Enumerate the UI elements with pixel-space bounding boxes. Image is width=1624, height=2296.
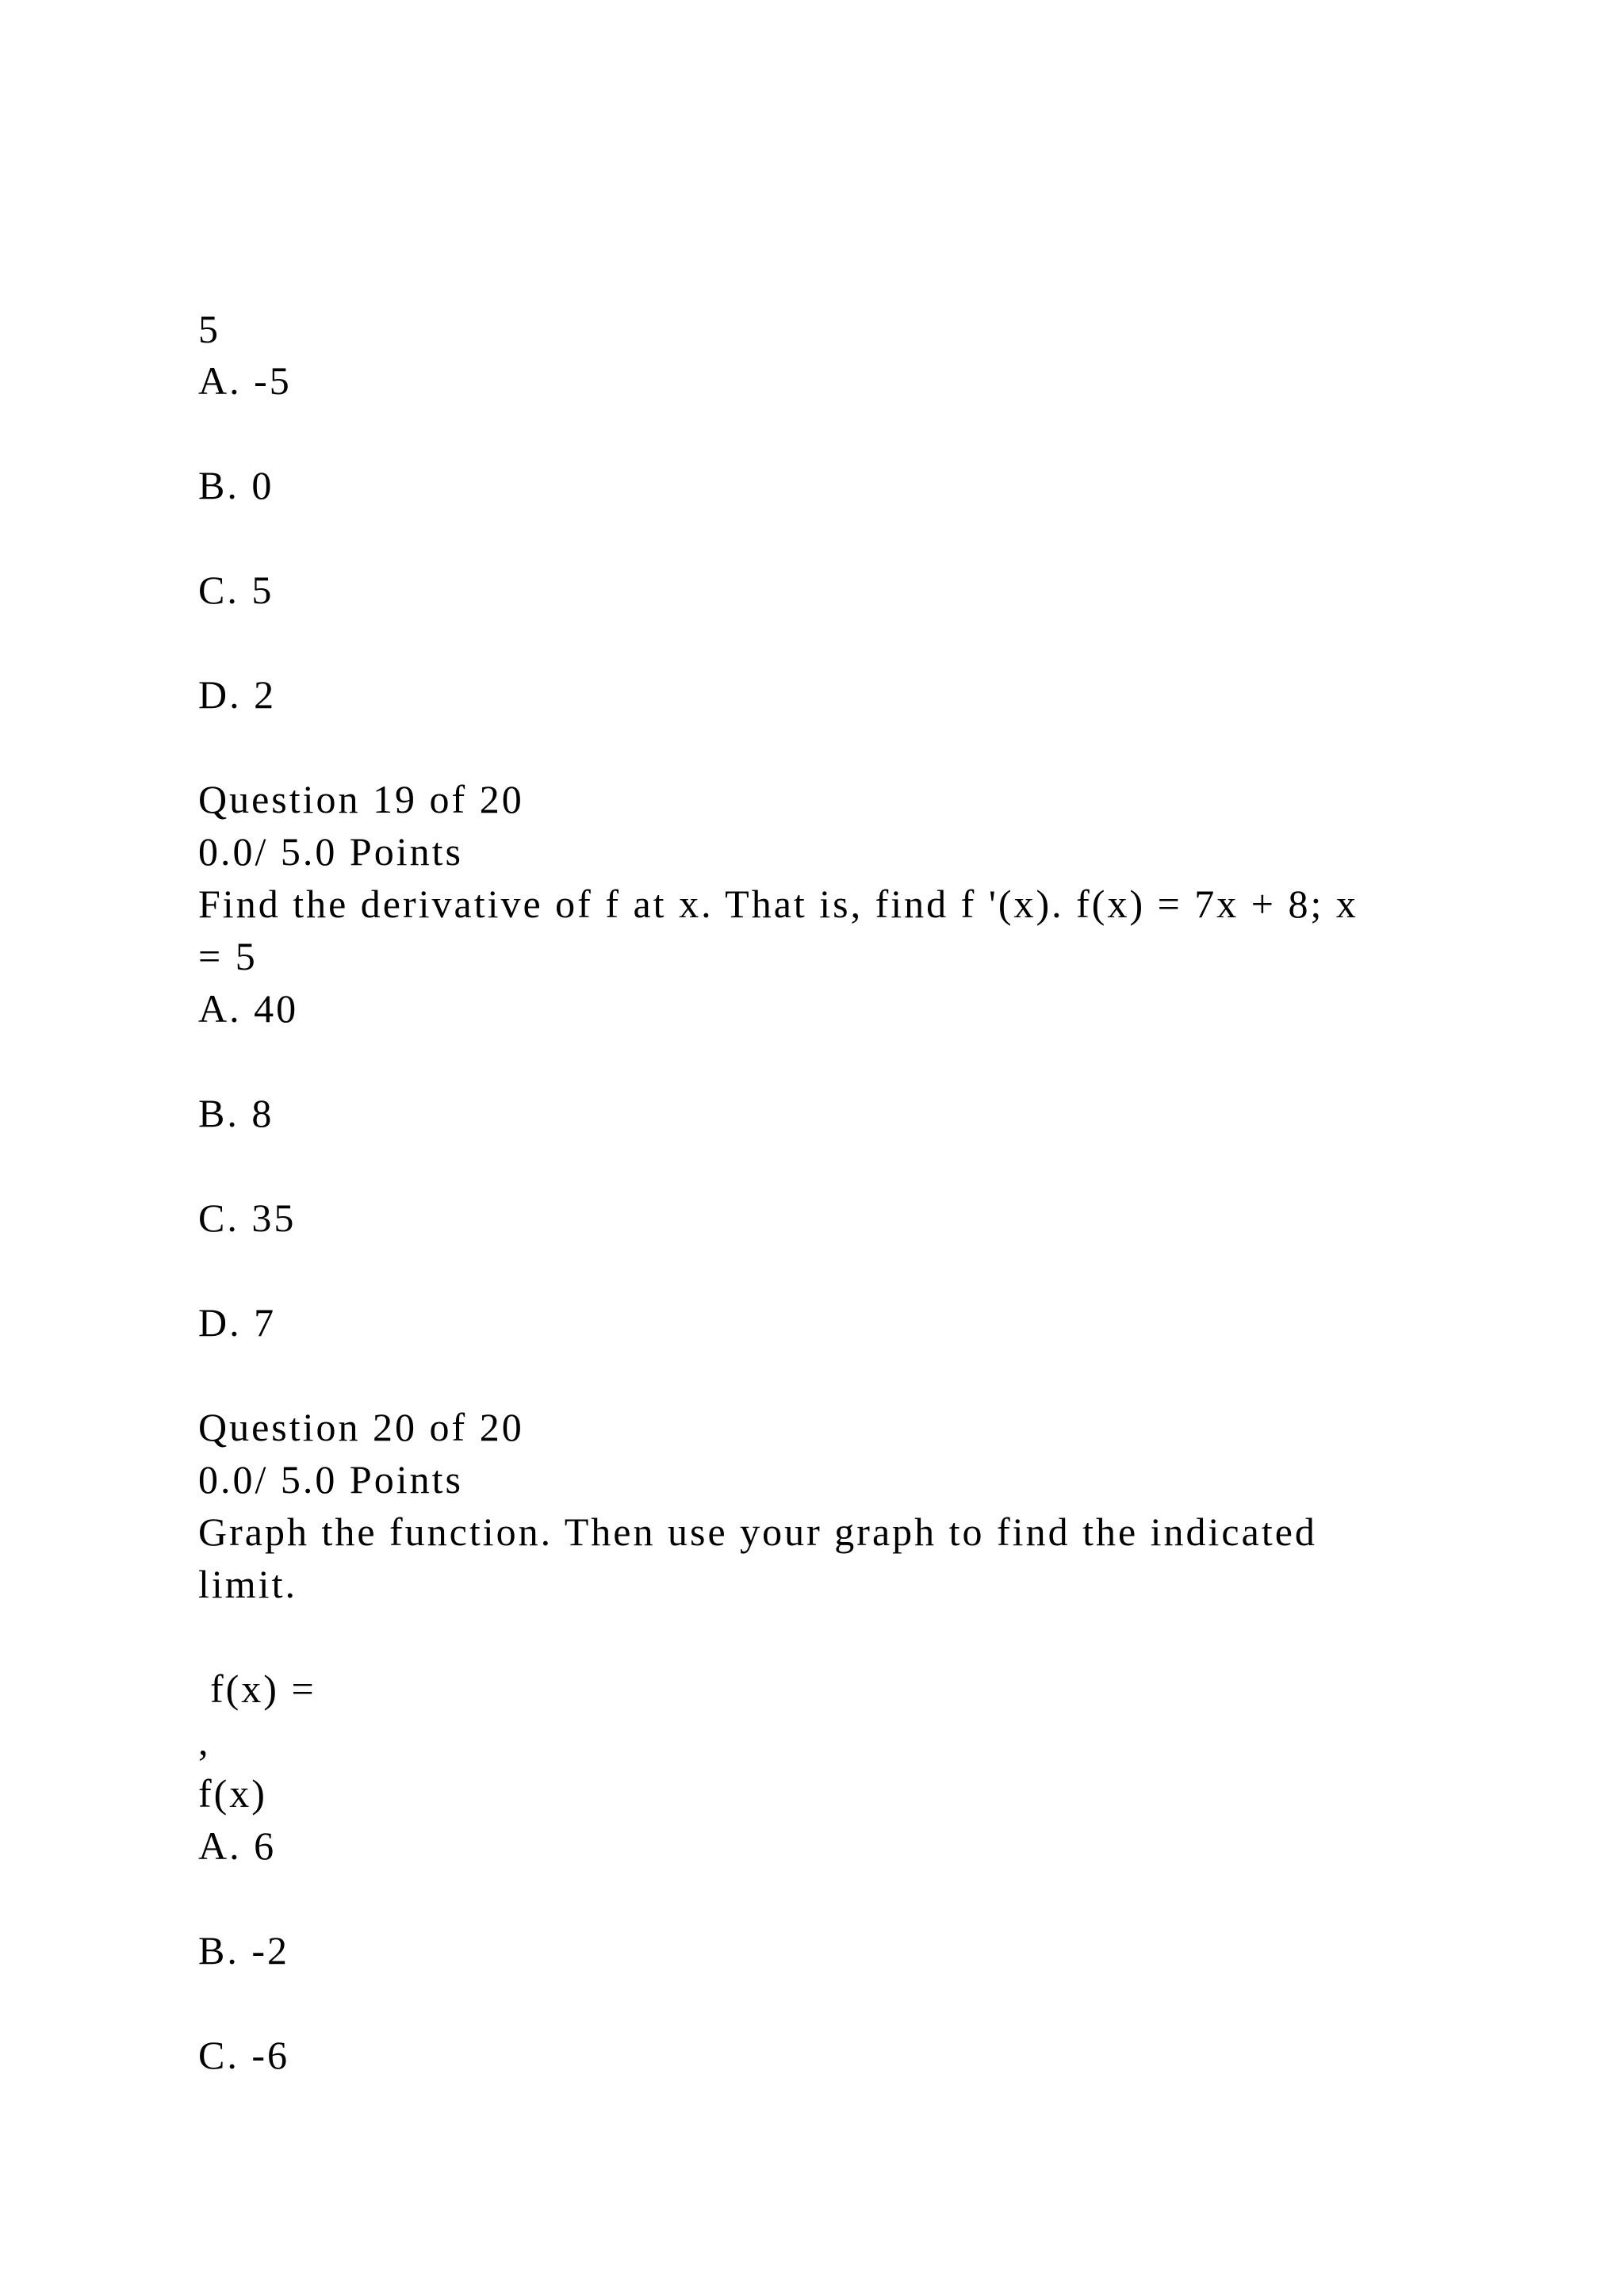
q18-option-a: A. -5 [198,358,292,403]
q18-option-d: D. 2 [198,672,277,717]
q20-option-c: C. -6 [198,2033,289,2077]
q19-option-a: A. 40 [198,986,299,1031]
prev-question-fragment: 5 [198,307,220,351]
q18-option-c: C. 5 [198,568,274,612]
q19-prompt-line-2: = 5 [198,934,258,978]
q19-header: Question 19 of 20 [198,777,524,821]
q20-header: Question 20 of 20 [198,1405,524,1449]
q20-prompt-line-1: Graph the function. Then use your graph to find the indicated [198,1510,1317,1554]
q19-prompt-line-1: Find the derivative of f at x. That is, find f '(x). f(x) = 7x + 8; x [198,882,1358,926]
q20-option-a: A. 6 [198,1823,277,1868]
q18-option-b: B. 0 [198,463,274,507]
q19-points: 0.0/ 5.0 Points [198,829,463,874]
q20-prompt-line-2: limit. [198,1562,297,1606]
q19-option-d: D. 7 [198,1300,277,1345]
q19-option-b: B. 8 [198,1091,274,1135]
q20-comma: , [198,1719,211,1763]
q20-limit-expression: f(x) [198,1771,267,1816]
q20-points: 0.0/ 5.0 Points [198,1457,463,1502]
q20-option-b: B. -2 [198,1928,289,1973]
q19-option-c: C. 35 [198,1196,297,1240]
q20-function-definition: f(x) = [210,1667,316,1711]
